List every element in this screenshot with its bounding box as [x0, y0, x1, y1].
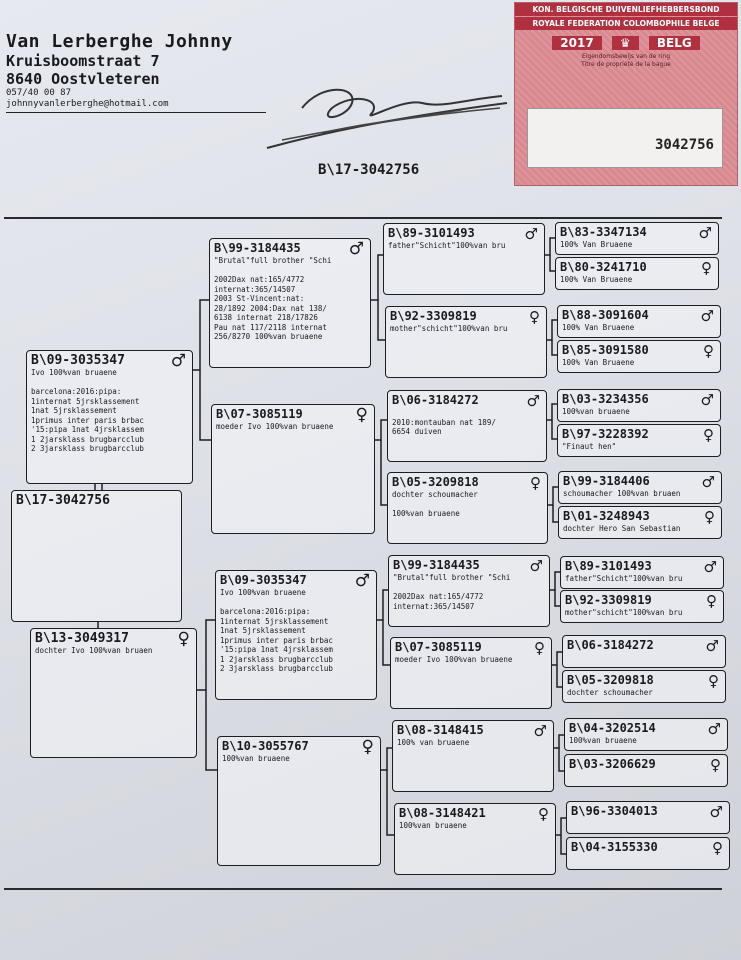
gen4-ring-9: B\89-3101493 [565, 559, 652, 573]
gen4-box-5 [557, 389, 721, 422]
certificate-line-fr: Titre de propriété de la bague [581, 61, 671, 68]
gen2-ring-3: B\09-3035347 [220, 573, 307, 587]
gen4-box-3 [557, 305, 721, 338]
gen2-ring-1: B\99-3184435 [214, 241, 301, 255]
bottom-divider [4, 888, 722, 890]
gen3-box-1 [383, 223, 545, 295]
gen3-ring-6: B\07-3085119 [395, 640, 482, 654]
gen3-notes-7: 100% van bruaene [397, 738, 470, 747]
dam-box [30, 628, 197, 758]
female-icon: ♀ [710, 756, 721, 774]
owner-info [6, 32, 266, 113]
male-icon: ♂ [524, 225, 538, 243]
gen3-notes-8: 100%van bruaene [399, 821, 467, 830]
certificate-year: 2017 [552, 36, 601, 50]
gen3-ring-5: B\99-3184435 [393, 558, 480, 572]
gen4-ring-14: B\03-3206629 [569, 757, 656, 771]
male-icon: ♂ [529, 557, 543, 575]
ring-number-header: B\17-3042756 [318, 162, 420, 178]
female-icon: ♀ [701, 259, 712, 277]
female-icon: ♀ [361, 737, 374, 757]
gen4-ring-3: B\88-3091604 [562, 308, 649, 322]
gen2-notes-3: Ivo 100%van bruaene barcelona:2016:pipa: 1internat 5jrsklassement 1nat 5jrsklassement 1primus inter paris brbac '15:pipa 1nat 4jrsklassem 1 2jarsklass brugbarcclub 2 3jarsklass brugbarcclub [220, 588, 333, 673]
gen4-notes-12: dochter schoumacher [567, 688, 653, 697]
gen2-ring-4: B\10-3055767 [222, 739, 309, 753]
gen4-box-15 [566, 801, 730, 834]
male-icon: ♂ [533, 722, 547, 740]
gen4-ring-10: B\92-3309819 [565, 593, 652, 607]
female-icon: ♀ [712, 839, 723, 857]
gen3-notes-5: "Brutal"full brother "Schi 2002Dax nat:165/4772 internat:365/14507 [393, 573, 511, 611]
gen4-ring-16: B\04-3155330 [571, 840, 658, 854]
dam-notes: dochter Ivo 100%van bruaen [35, 646, 153, 655]
gen3-ring-2: B\92-3309819 [390, 309, 477, 323]
male-icon: ♂ [526, 392, 540, 410]
gen4-ring-15: B\96-3304013 [571, 804, 658, 818]
gen4-ring-12: B\05-3209818 [567, 673, 654, 687]
male-icon: ♂ [354, 571, 370, 591]
sire-box [26, 350, 193, 484]
gen4-box-6 [557, 424, 721, 457]
sire-notes: Ivo 100%van bruaene barcelona:2016:pipa: 1internat 5jrsklassement 1nat 5jrsklassement 1primus inter paris brbac '15:pipa 1nat 4jrsklassem 1 2jarsklass brugbarcclub 2 3jarsklass brugbarcclub [31, 368, 144, 453]
gen4-ring-1: B\83-3347134 [560, 225, 647, 239]
gen4-notes-5: 100%van bruaene [562, 407, 630, 416]
female-icon: ♀ [538, 805, 549, 823]
gen4-notes-7: schoumacher 100%van bruaen [563, 489, 681, 498]
gen4-box-16 [566, 837, 730, 870]
female-icon: ♀ [703, 426, 714, 444]
gen3-box-6 [390, 637, 552, 709]
signature [262, 78, 512, 158]
gen4-box-11 [562, 635, 726, 668]
gen3-notes-1: father"Schicht"100%van bru [388, 241, 506, 250]
gen4-box-8 [558, 506, 722, 539]
gen3-ring-4: B\05-3209818 [392, 475, 479, 489]
gen4-box-2 [555, 257, 719, 290]
top-divider [4, 217, 722, 219]
gen4-notes-4: 100% Van Bruaene [562, 358, 635, 367]
gen4-notes-10: mother"schicht"100%van bru [565, 608, 683, 617]
male-icon: ♂ [705, 637, 719, 655]
female-icon: ♀ [530, 474, 541, 492]
gen4-ring-8: B\01-3248943 [563, 509, 650, 523]
gen4-box-13 [564, 718, 728, 751]
owner-city: 8640 Oostvleteren [6, 70, 160, 88]
gen4-ring-13: B\04-3202514 [569, 721, 656, 735]
gen3-box-3 [387, 390, 547, 462]
gen3-notes-6: moeder Ivo 100%van bruaene [395, 655, 513, 664]
male-icon: ♂ [700, 391, 714, 409]
gen4-ring-4: B\85-3091580 [562, 343, 649, 357]
ownership-certificate [514, 2, 738, 186]
gen2-notes-2: moeder Ivo 100%van bruaene [216, 422, 334, 431]
male-icon: ♂ [707, 720, 721, 738]
gen4-notes-6: "Finaut hen" [562, 442, 617, 451]
certificate-country: BELG [649, 36, 700, 50]
female-icon: ♀ [355, 405, 368, 425]
gen2-box-3 [215, 570, 377, 700]
owner-email: johnnyvanlerberghe@hotmail.com [6, 99, 266, 113]
gen4-notes-3: 100% Van Bruaene [562, 323, 635, 332]
gen4-ring-5: B\03-3234356 [562, 392, 649, 406]
owner-phone: 057/40 00 87 [6, 88, 72, 98]
female-icon: ♀ [534, 639, 545, 657]
female-icon: ♀ [703, 342, 714, 360]
male-icon: ♂ [698, 224, 712, 242]
gen3-ring-3: B\06-3184272 [392, 393, 479, 407]
male-icon: ♂ [703, 558, 717, 576]
subject-ring: B\17-3042756 [16, 493, 110, 508]
gen4-notes-1: 100% Van Bruaene [560, 240, 633, 249]
female-icon: ♀ [177, 629, 190, 649]
male-icon: ♂ [709, 803, 723, 821]
female-icon: ♀ [706, 592, 717, 610]
gen3-box-4 [387, 472, 548, 544]
gen3-box-5 [388, 555, 550, 627]
male-icon: ♂ [348, 239, 364, 259]
gen4-box-7 [558, 471, 722, 504]
gen4-ring-11: B\06-3184272 [567, 638, 654, 652]
gen3-notes-3: 2010:montauban nat 189/ 6654 duiven [392, 417, 496, 436]
owner-name: Van Lerberghe Johnny [6, 31, 233, 52]
dam-ring: B\13-3049317 [35, 631, 129, 646]
gen2-ring-2: B\07-3085119 [216, 407, 303, 421]
gen3-box-2 [385, 306, 547, 378]
male-icon: ♂ [170, 351, 186, 371]
sire-ring: B\09-3035347 [31, 353, 125, 368]
male-icon: ♂ [700, 307, 714, 325]
gen4-ring-6: B\97-3228392 [562, 427, 649, 441]
certificate-year-row [515, 36, 737, 50]
pedigree-subject [11, 490, 182, 622]
gen4-box-14 [564, 754, 728, 787]
gen4-notes-13: 100%van bruaene [569, 736, 637, 745]
gen3-notes-2: mother"schicht"100%van bru [390, 324, 508, 333]
gen2-notes-4: 100%van bruaene [222, 754, 290, 763]
gen4-notes-8: dochter Hero San Sebastian [563, 524, 681, 533]
female-icon: ♀ [708, 672, 719, 690]
certificate-org-fr: ROYALE FEDERATION COLOMBOPHILE BELGE [515, 17, 737, 30]
gen2-box-2 [211, 404, 375, 534]
gen2-box-1 [209, 238, 371, 368]
gen4-box-4 [557, 340, 721, 373]
female-icon: ♀ [529, 308, 540, 326]
gen3-ring-1: B\89-3101493 [388, 226, 475, 240]
certificate-org-nl: KON. BELGISCHE DUIVENLIEFHEBBERSBOND [515, 3, 737, 16]
gen4-ring-7: B\99-3184406 [563, 474, 650, 488]
gen3-notes-4: dochter schoumacher 100%van bruaene [392, 490, 478, 518]
gen3-box-7 [392, 720, 554, 792]
male-icon: ♂ [701, 473, 715, 491]
crown-icon: ♛ [612, 36, 639, 50]
gen4-notes-2: 100% Van Bruaene [560, 275, 633, 284]
gen4-box-12 [562, 670, 726, 703]
certificate-line-nl: Eigendomsbewijs van de ring [581, 53, 671, 60]
gen3-box-8 [394, 803, 556, 875]
gen2-notes-1: "Brutal"full brother "Schi 2002Dax nat:165/4772 internat:365/14507 2003 St-Vincent:nat: 28/1892 2004:Dax nat 138/ 6138 internat 218/17826 Pau nat 117/2118 internat 256/8270 100%van bruaene [214, 256, 332, 341]
gen2-box-4 [217, 736, 381, 866]
owner-street: Kruisboomstraat 7 [6, 52, 160, 70]
gen4-notes-9: father"Schicht"100%van bru [565, 574, 683, 583]
gen4-box-10 [560, 590, 724, 623]
gen4-box-1 [555, 222, 719, 255]
certificate-number: 3042756 [527, 108, 723, 168]
gen4-ring-2: B\80-3241710 [560, 260, 647, 274]
female-icon: ♀ [704, 508, 715, 526]
gen4-box-9 [560, 556, 724, 589]
gen3-ring-8: B\08-3148421 [399, 806, 486, 820]
gen3-ring-7: B\08-3148415 [397, 723, 484, 737]
